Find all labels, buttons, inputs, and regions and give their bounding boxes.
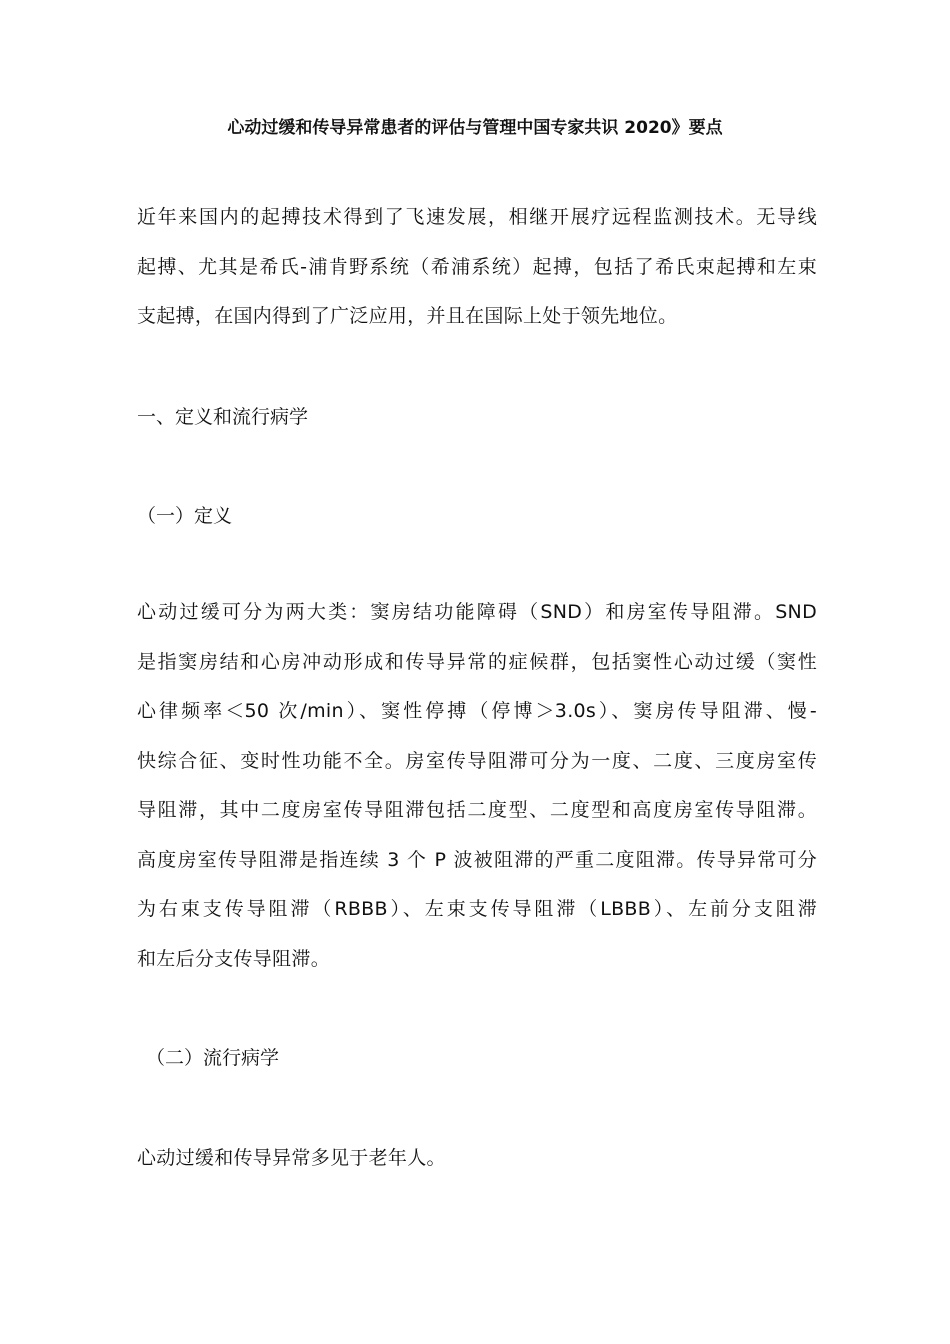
definition-line: 为右束支传导阻滞（RBBB）、左束支传导阻滞（LBBB）、左前分支阻滞 xyxy=(137,898,817,920)
intro-line: 支起搏，在国内得到了广泛应用，并且在国际上处于领先地位。 xyxy=(137,305,678,327)
epidemiology-paragraph xyxy=(137,1134,817,1184)
definition-line: 和左后分支传导阻滞。 xyxy=(137,947,331,970)
definition-line: 是指窦房结和心房冲动形成和传导异常的症候群，包括窦性心动过缓（窦性 xyxy=(137,650,817,673)
epidemiology-line: 心动过缓和传导异常多见于老年人。 xyxy=(137,1147,446,1169)
subsection-heading-definition: （一）定义 xyxy=(137,505,233,527)
intro-line: 近年来国内的起搏技术得到了飞速发展，相继开展疗远程监测技术。无导线 xyxy=(137,206,817,228)
document-title: 心动过缓和传导异常患者的评估与管理中国专家共识 2020》要点 xyxy=(227,118,723,138)
section-heading-definition-epidemiology: 一、定义和流行病学 xyxy=(137,406,309,428)
subsection-heading-epidemiology: （二）流行病学 xyxy=(146,1047,280,1069)
definition-line: 心律频率＜50 次/min）、窦性停搏（停博＞3.0s）、窦房传导阻滞、慢- xyxy=(137,700,817,722)
definition-line: 快综合征、变时性功能不全。房室传导阻滞可分为一度、二度、三度房室传 xyxy=(137,749,817,772)
definition-line: 心动过缓可分为两大类：窦房结功能障碍（SND）和房室传导阻滞。SND xyxy=(137,601,817,623)
definition-line: 高度房室传导阻滞是指连续 3 个 P 波被阻滞的严重二度阻滞。传导异常可分 xyxy=(137,848,817,871)
definition-paragraph xyxy=(137,588,817,984)
intro-line: 起搏、尤其是希氏-浦肯野系统（希浦系统）起搏，包括了希氏束起搏和左束 xyxy=(137,255,817,278)
definition-line: 导阻滞，其中二度房室传导阻滞包括二度型、二度型和高度房室传导阻滞。 xyxy=(137,799,817,821)
intro-paragraph xyxy=(137,193,817,342)
